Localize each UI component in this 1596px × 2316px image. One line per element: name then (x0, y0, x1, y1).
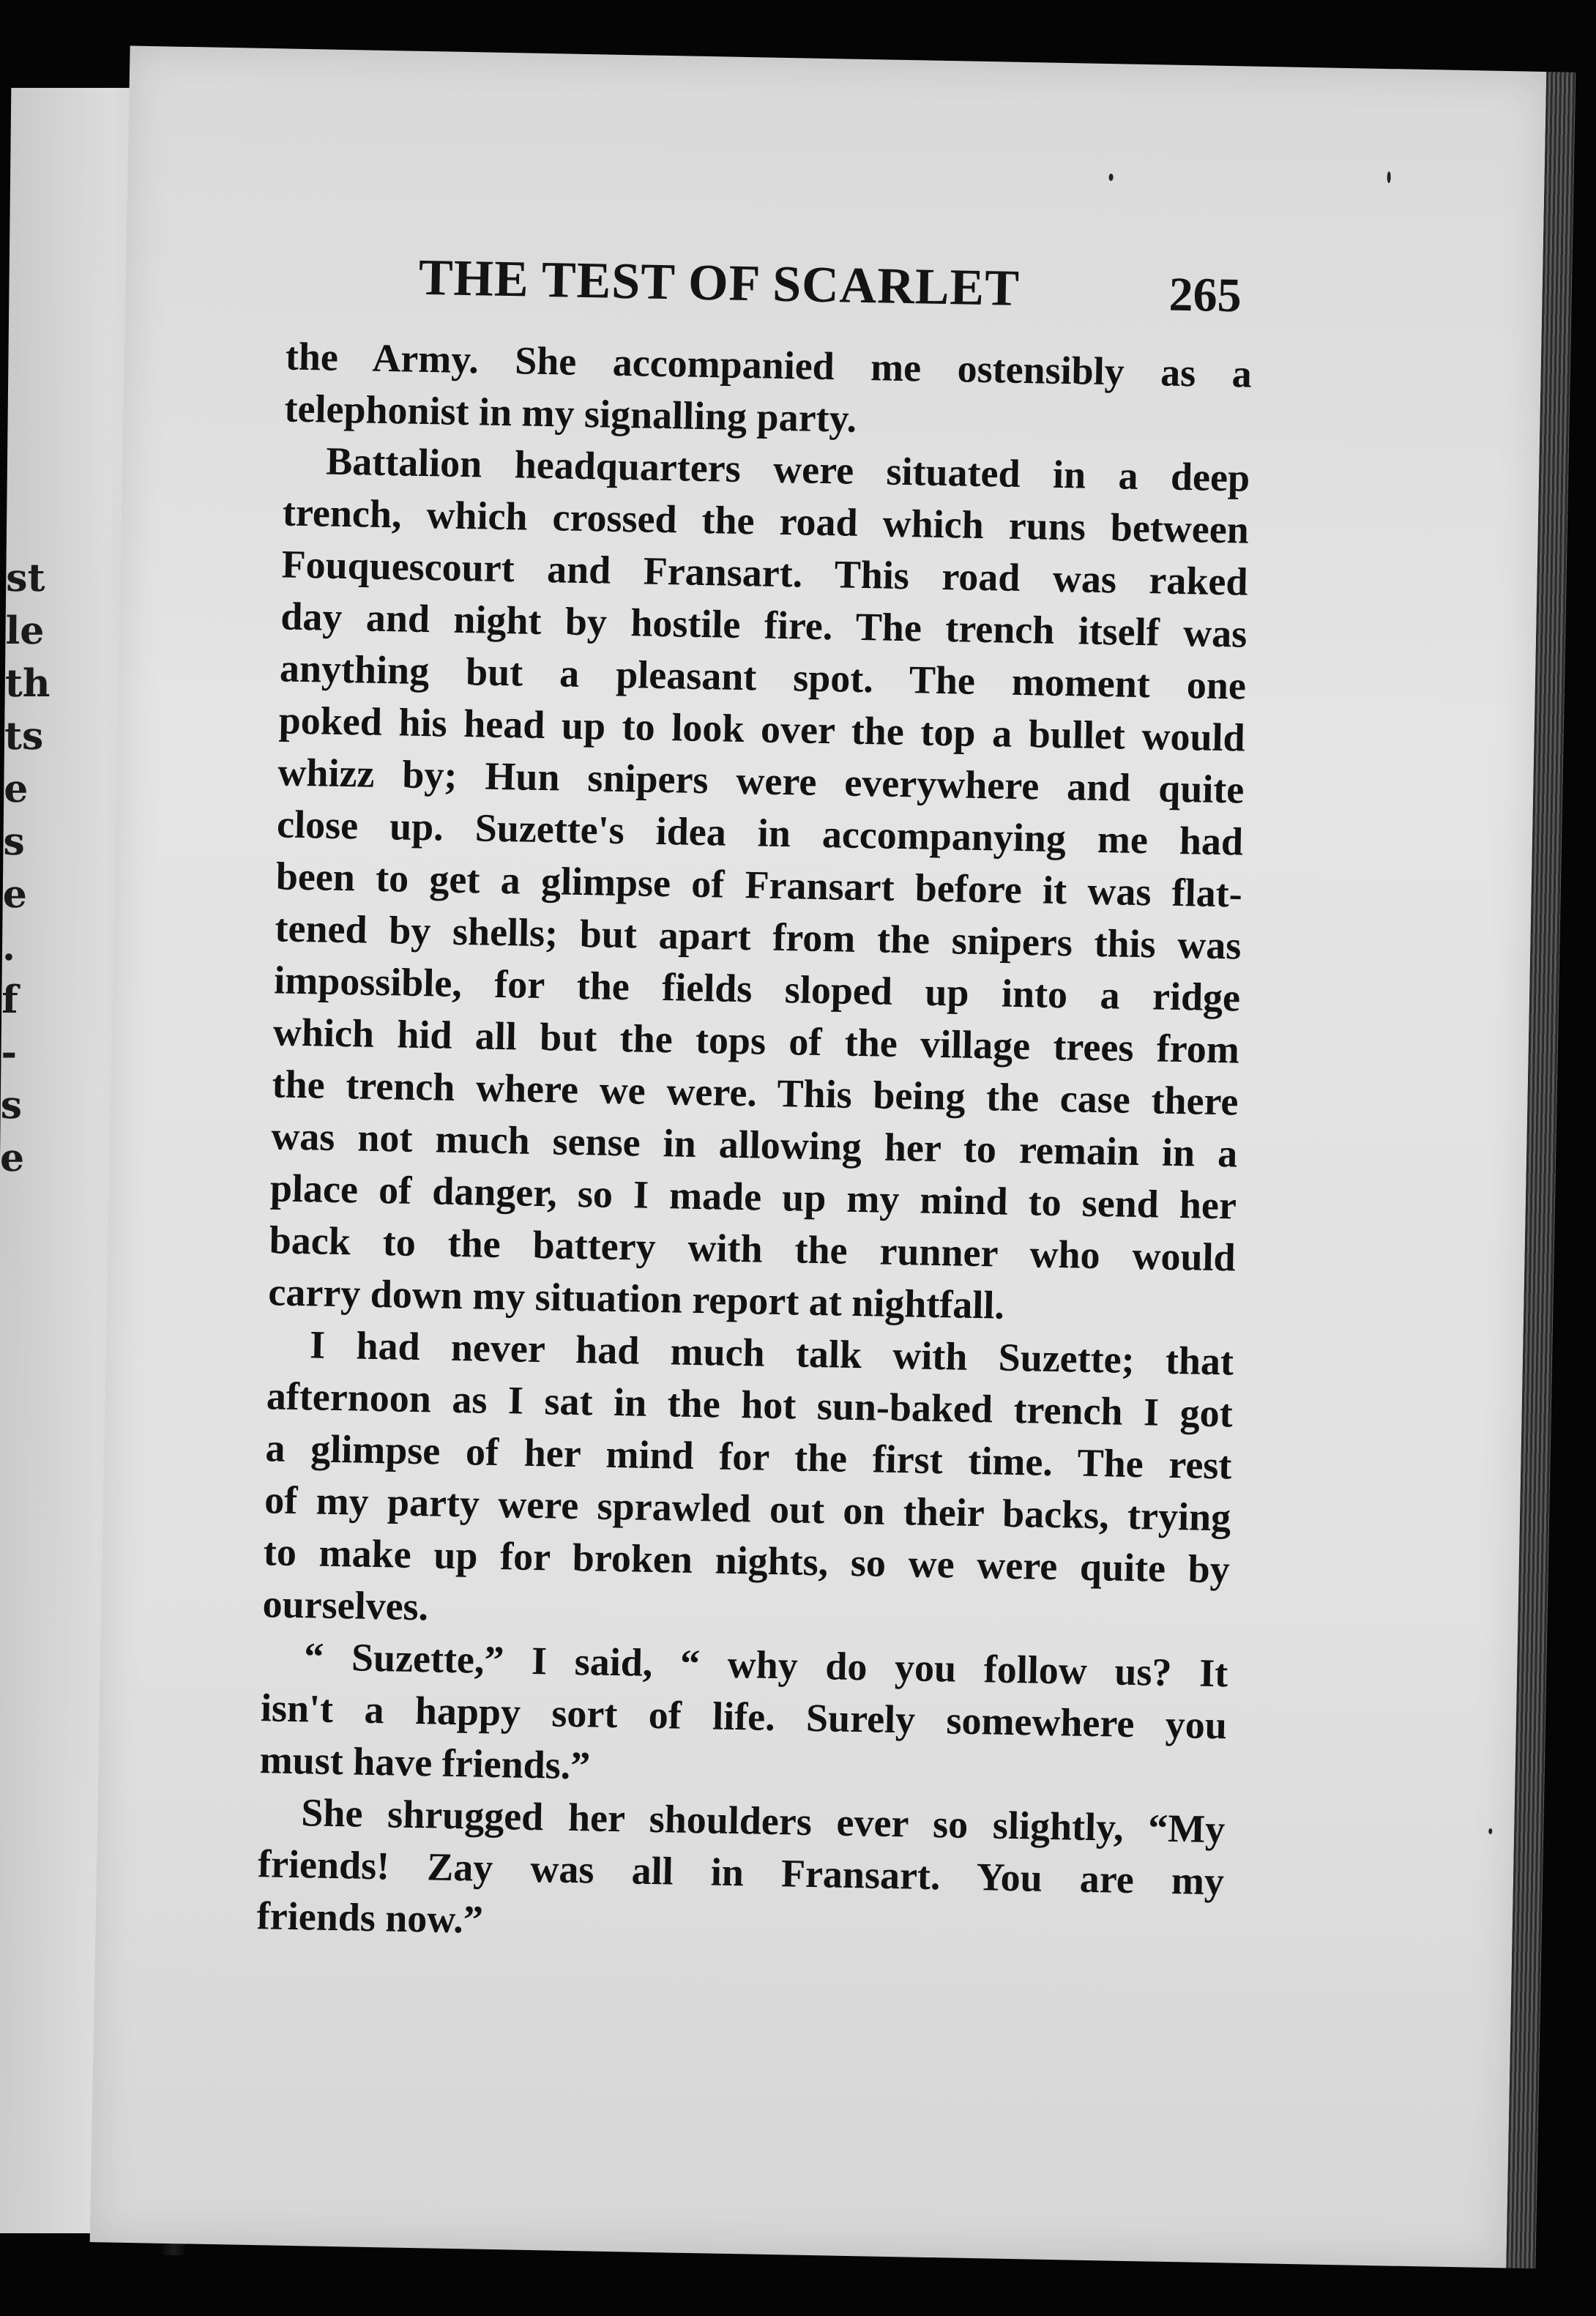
paragraph (284, 330, 1252, 452)
text-line: friends now.” (256, 1894, 484, 1942)
text-line: which hid all but the tops of the village trees from (272, 1010, 1240, 1072)
text-line: tened by shells; but apart from the snipers this was (275, 906, 1242, 968)
text-line: telephonist in my signalling party. (284, 386, 857, 441)
running-title: THE TEST OF SCARLET (418, 249, 1021, 317)
text-line: carry down my situation report at nightfall. (267, 1270, 1005, 1328)
paragraph (268, 434, 1250, 1336)
text-line: whizz by; Hun snipers were everywhere and quite (277, 750, 1245, 812)
text-line: must have friends.” (259, 1738, 591, 1788)
text-line: poked his head up to look over the top a bullet would (278, 698, 1246, 760)
text-line: trench, which crossed the road which runs between (282, 490, 1250, 552)
facing-page-fragment: e (3, 767, 29, 811)
text-line: ourselves. (262, 1582, 429, 1629)
text-line: impossible, for the fields sloped up into a ridge (273, 958, 1241, 1020)
text-line: place of danger, so I made up my mind to send her (269, 1166, 1237, 1228)
body-text (256, 330, 1252, 1959)
facing-page-fragment: le (5, 608, 45, 653)
facing-page-fragment: ts (4, 714, 44, 759)
facing-page-fragment: th (4, 661, 51, 706)
text-line: “ Suzette,” I said, “ why do you follow us? It (303, 1634, 1228, 1696)
text-line: Fouquescourt and Fransart. This road was raked (281, 542, 1249, 604)
page-stack-edge (1506, 72, 1576, 2268)
paragraph (262, 1318, 1234, 1647)
facing-page-fragment: st (6, 556, 45, 600)
paragraph (259, 1630, 1228, 1803)
text-line: I had never had much talk with Suzette; that (309, 1322, 1234, 1384)
page-number: 265 (1168, 267, 1242, 323)
text-line: a glimpse of her mind for the first time. The rest (265, 1426, 1232, 1488)
text-line: was not much sense in allowing her to remain in a (270, 1114, 1238, 1176)
text-line: She shrugged her shoulders ever so slightly, “My (300, 1790, 1226, 1852)
scan-speck (1387, 171, 1391, 183)
text-line: close up. Suzette's idea in accompanying me had (276, 802, 1244, 864)
text-line: to make up for broken nights, so we were quite by (263, 1530, 1231, 1592)
scan-speck (1108, 174, 1113, 181)
text-line: the Army. She accompanied me ostensibly as a (285, 334, 1253, 396)
text-line: the trench where we were. This being the case there (272, 1062, 1239, 1124)
facing-page-fragment: e (0, 1136, 25, 1180)
text-line: isn't a happy sort of life. Surely somewhere you (260, 1686, 1228, 1748)
facing-page-fragment: . (1, 925, 16, 969)
facing-page-fragment: s (3, 819, 26, 864)
facing-page-fragment: - (1, 1030, 18, 1075)
text-line: day and night by hostile fire. The trench itself was (280, 594, 1248, 656)
text-line: anything but a pleasant spot. The moment one (279, 646, 1247, 708)
text-line: Battalion headquarters were situated in a deep (325, 439, 1250, 500)
text-line: been to get a glimpse of Fransart before it was flat- (275, 854, 1243, 916)
paragraph (256, 1786, 1226, 1959)
facing-page-fragment: s (0, 1083, 23, 1128)
text-line: of my party were sprawled out on their backs, trying (264, 1478, 1231, 1540)
scan-speck (1488, 1828, 1492, 1834)
facing-page-fragment: e (2, 872, 28, 917)
running-head (125, 243, 1543, 335)
text-line: afternoon as I sat in the hot sun-baked trench I got (266, 1374, 1234, 1436)
book-page (90, 46, 1547, 2268)
text-line: back to the battery with the runner who would (269, 1218, 1237, 1280)
text-line: friends! Zay was all in Fransart. You are my (257, 1842, 1225, 1904)
facing-page-fragment: f (1, 978, 18, 1022)
